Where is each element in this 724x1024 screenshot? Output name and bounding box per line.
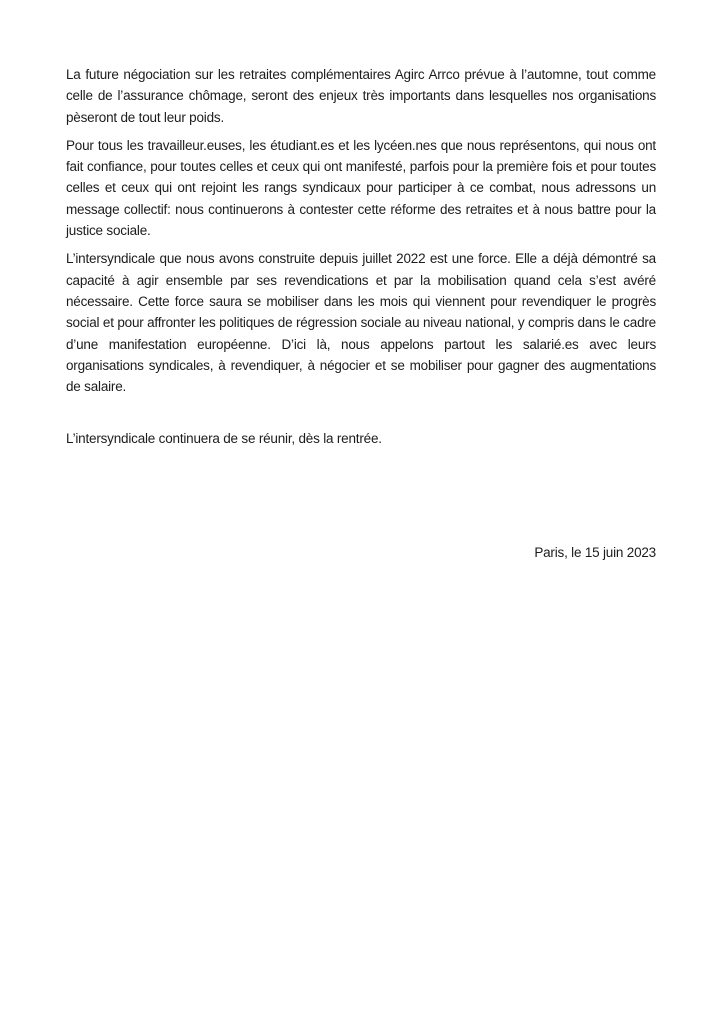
paragraph-message-collectif: Pour tous les travailleur.euses, les étudiant.es et les lycéen.nes que nous représentons, qui nous ont fait confiance, pour toutes celles et ceux qui ont manifesté, parfois pour la première fois et pour toutes celles et ceux qui ont rejoint les rangs syndicaux pour participer à ce combat, nous adressons un message collectif: nous continuerons à contester cette réforme des retraites et à nous battre pour la justice sociale. [66,137,656,239]
paragraph-negociation-retraites: La future négociation sur les retraites complémentaires Agirc Arrco prévue à l’automne, tout comme celle de l’assurance chômage, seront des enjeux très importants dans lesquelles nos organisations pèseront de tout leur poids. [66,67,656,125]
paragraph-intersyndicale-force: L’intersyndicale que nous avons construite depuis juillet 2022 est une force. Elle a déjà démontré sa capacité à agir ensemble par ses revendications et par la mobilisation quand cela s’est avéré nécessaire. Cette force saura se mobiliser dans les mois qui viennent pour revendiquer le progrès social et pour affronter les politiques de régression sociale au niveau national, y compris dans le cadre d’une manifestation européenne. D’ici là, nous appelons partout les salarié.es avec leurs organisations syndicales, à revendiquer, à négocier et se mobiliser pour gagner des augmentations de salaire. [66,251,656,395]
dateline: Paris, le 15 juin 2023 [534,544,656,560]
closing-line: L’intersyndicale continuera de se réunir, dès la rentrée. [66,431,382,447]
